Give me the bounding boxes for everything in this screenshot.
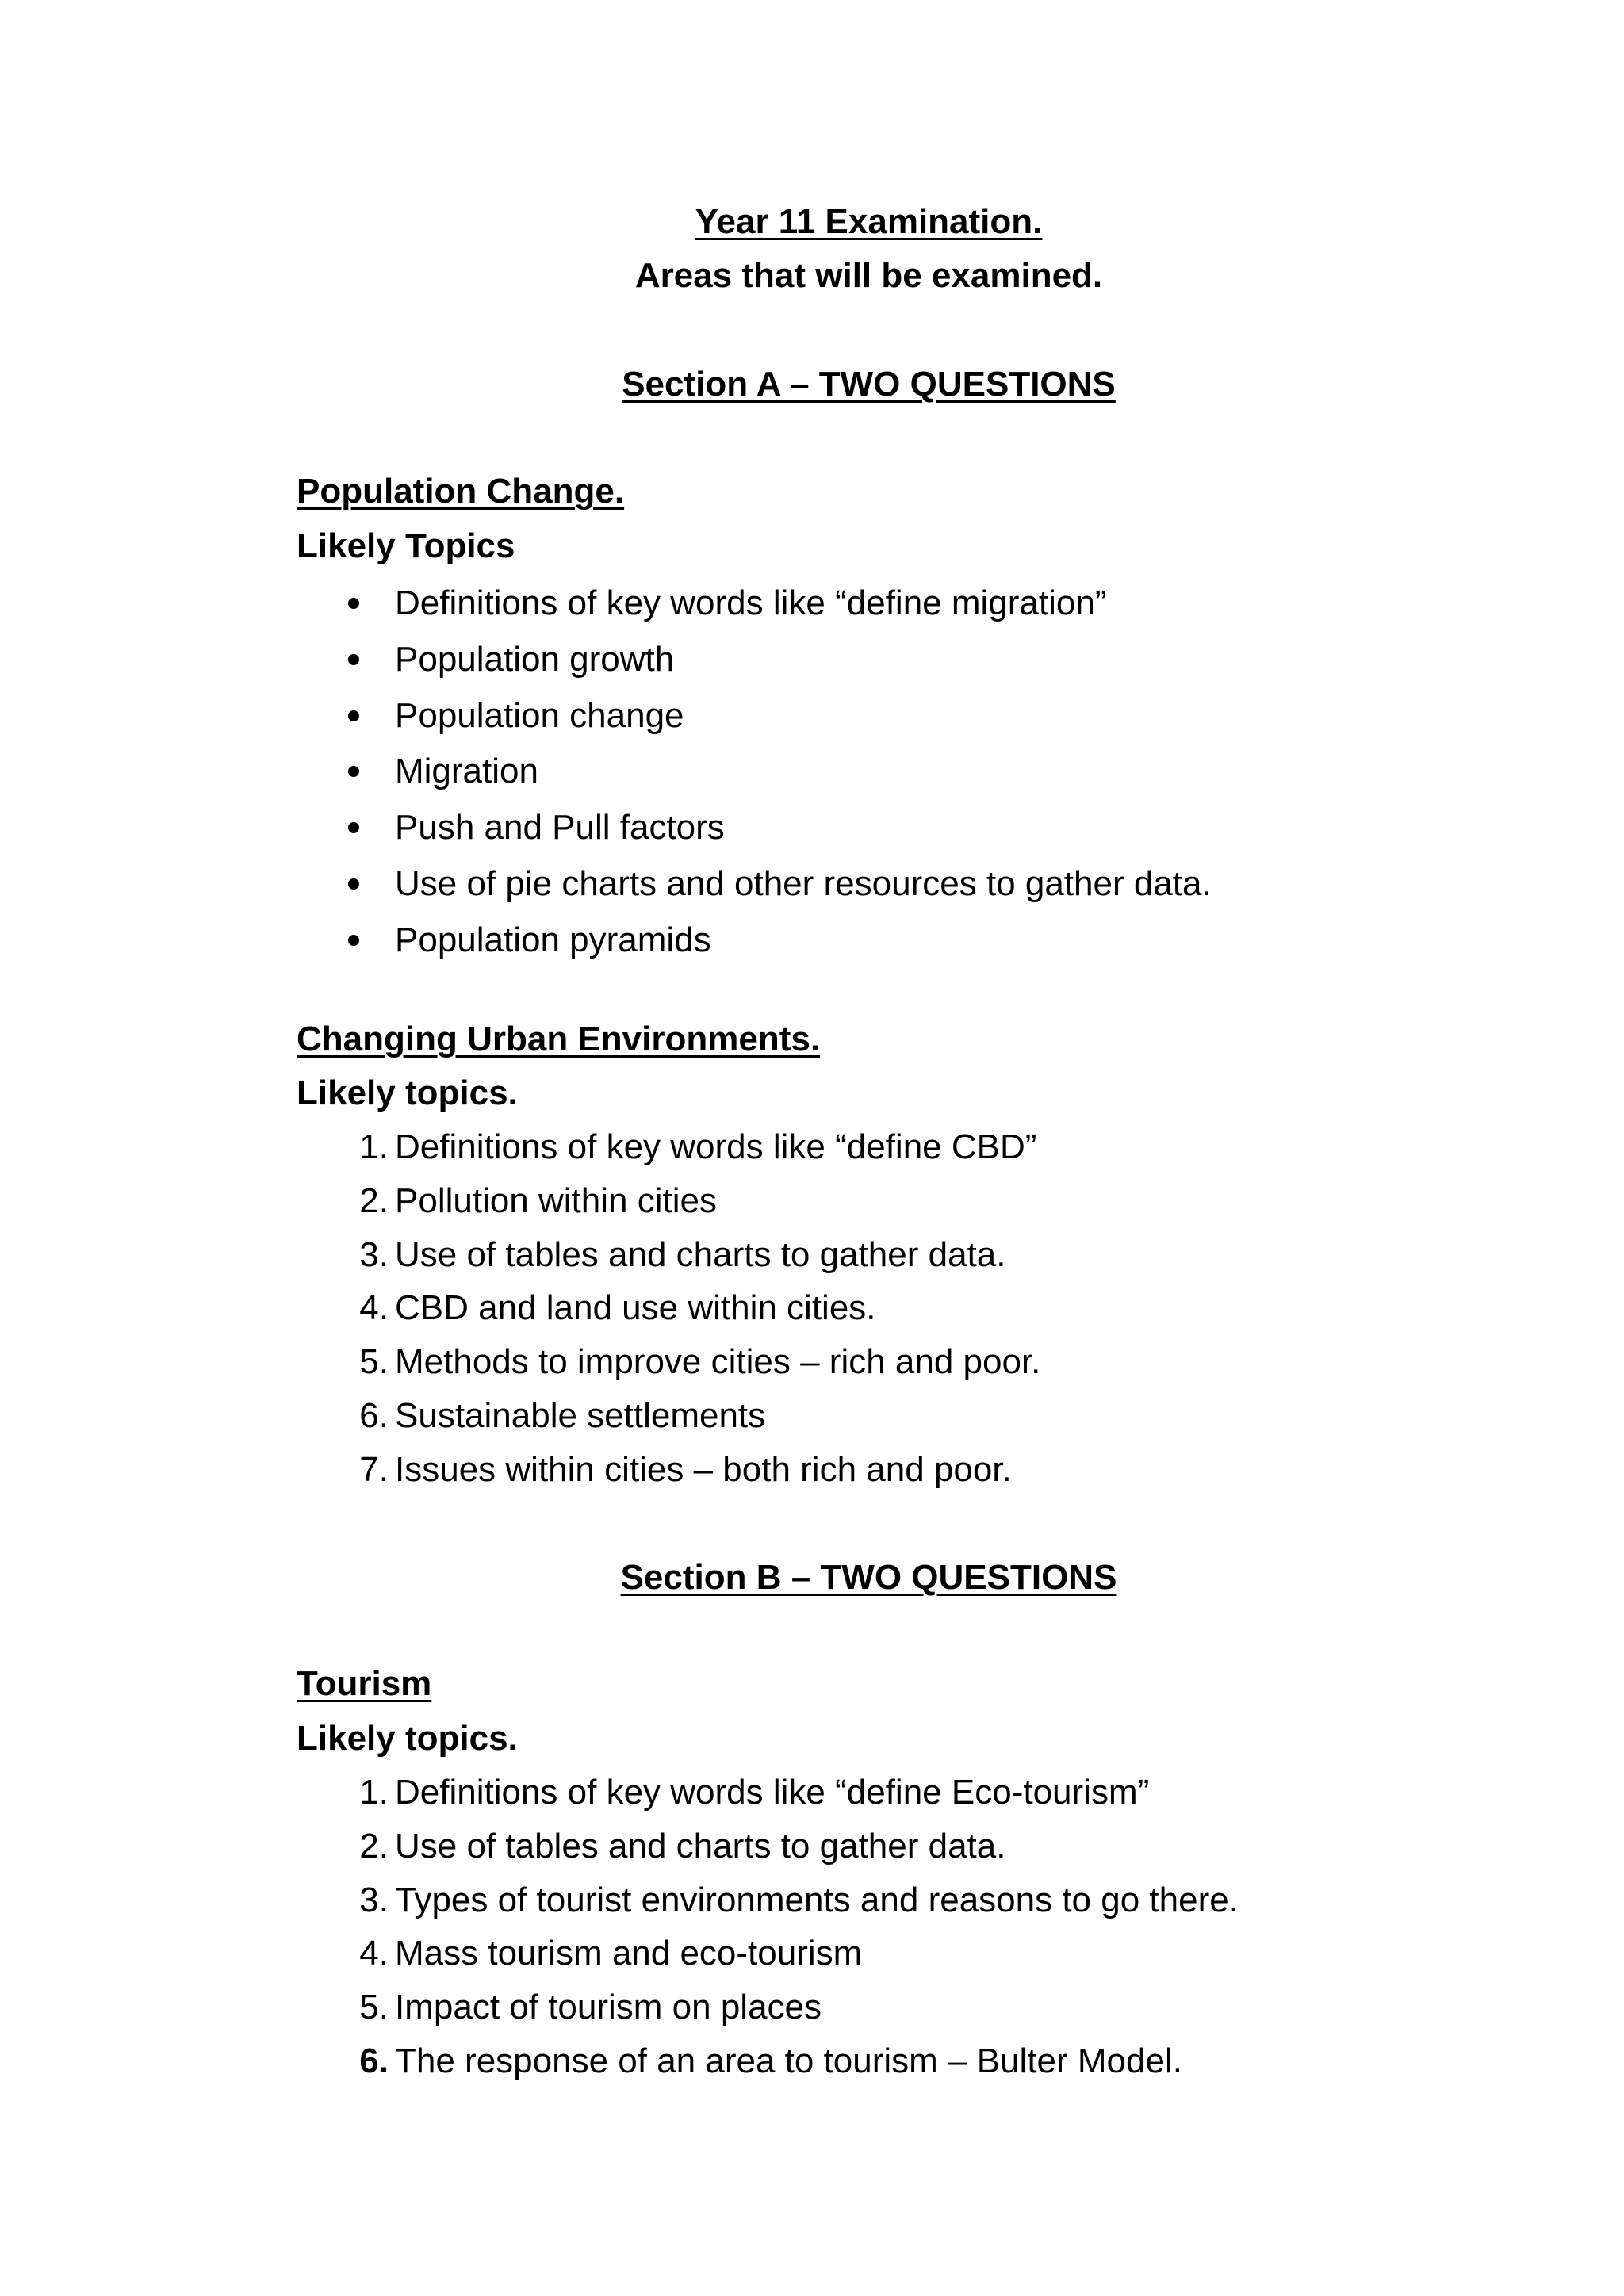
bullet-icon: [348, 878, 359, 890]
list-item-text: Impact of tourism on places: [395, 1988, 822, 2026]
list-item-text: Use of tables and charts to gather data.: [395, 1235, 1006, 1274]
document-subtitle: Areas that will be examined.: [634, 256, 1103, 295]
bullet-icon: [348, 766, 359, 777]
list-item-text: Sustainable settlements: [395, 1396, 766, 1435]
list-number: 6.: [359, 1396, 389, 1435]
list-item-text: Pollution within cities: [395, 1181, 717, 1220]
tourism-likely-topics: Likely topics.: [297, 1719, 518, 1758]
bullet-icon: [348, 822, 359, 833]
section-a-heading: Section A – TWO QUESTIONS: [622, 365, 1116, 404]
list-item-text: Migration: [395, 752, 538, 790]
list-number: 4.: [359, 1934, 389, 1973]
list-item-text: CBD and land use within cities.: [395, 1288, 876, 1327]
list-number: 5.: [359, 1988, 389, 2026]
bullet-icon: [348, 710, 359, 721]
list-number: 6.: [359, 2042, 389, 2080]
list-item-text: Population pyramids: [395, 920, 711, 959]
urban-environments-heading: Changing Urban Environments.: [297, 1020, 821, 1058]
population-change-heading: Population Change.: [297, 472, 625, 511]
list-number: 7.: [359, 1450, 389, 1489]
list-item-text: Use of tables and charts to gather data.: [395, 1827, 1006, 1866]
list-item-text: Population growth: [395, 640, 675, 679]
section-b-heading: Section B – TWO QUESTIONS: [620, 1558, 1117, 1597]
list-number: 1.: [359, 1773, 389, 1812]
list-item-text: Types of tourist environments and reasons to go there.: [395, 1881, 1239, 1919]
list-item-text: Issues within cities – both rich and poor.: [395, 1450, 1012, 1489]
list-item-text: Push and Pull factors: [395, 808, 725, 847]
list-item-text: Definitions of key words like “define Eco-tourism”: [395, 1773, 1150, 1812]
bullet-icon: [348, 654, 359, 665]
list-item-text: Definitions of key words like “define CBD”: [395, 1127, 1037, 1166]
document-title: Year 11 Examination.: [695, 202, 1043, 241]
list-number: 3.: [359, 1235, 389, 1274]
list-item-text: The response of an area to tourism – Bulter Model.: [395, 2042, 1182, 2080]
list-item-text: Population change: [395, 696, 684, 735]
population-likely-topics: Likely Topics: [297, 526, 515, 565]
list-number: 4.: [359, 1288, 389, 1327]
list-number: 5.: [359, 1342, 389, 1381]
list-number: 1.: [359, 1127, 389, 1166]
bullet-icon: [348, 598, 359, 609]
list-item-text: Definitions of key words like “define migration”: [395, 584, 1107, 622]
list-number: 2.: [359, 1181, 389, 1220]
list-number: 2.: [359, 1827, 389, 1866]
list-number: 3.: [359, 1881, 389, 1919]
bullet-icon: [348, 935, 359, 946]
urban-likely-topics: Likely topics.: [297, 1073, 518, 1112]
list-item-text: Methods to improve cities – rich and poor.: [395, 1342, 1041, 1381]
list-item-text: Mass tourism and eco-tourism: [395, 1934, 863, 1973]
list-item-text: Use of pie charts and other resources to gather data.: [395, 864, 1212, 903]
tourism-heading: Tourism: [297, 1664, 432, 1703]
